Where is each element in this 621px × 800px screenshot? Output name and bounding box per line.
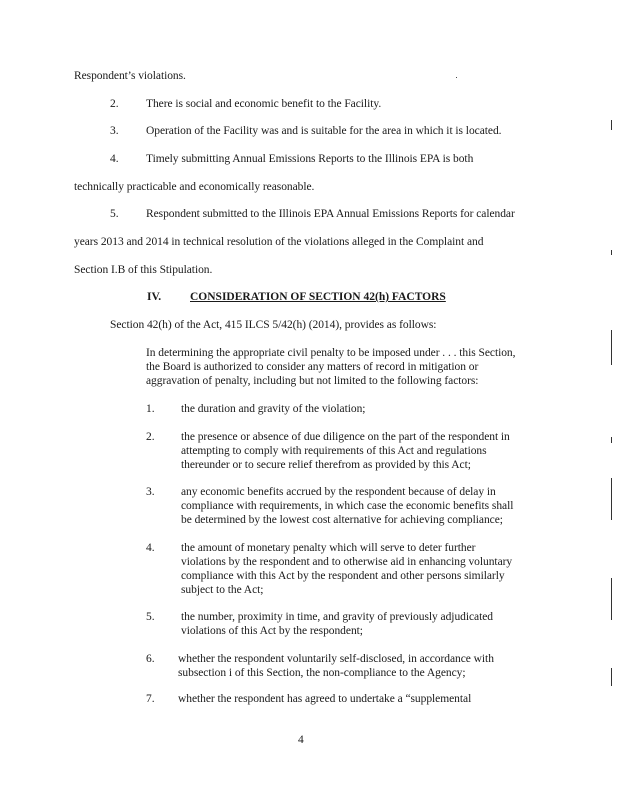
scan-artifact — [611, 330, 612, 365]
factor-line: the amount of monetary penalty which will serve to deter further — [181, 542, 476, 554]
item-text: Timely submitting Annual Emissions Reports to the Illinois EPA is both — [146, 153, 474, 165]
factor-number: 4. — [146, 542, 155, 554]
scan-artifact — [611, 478, 612, 520]
factor-line: subsection i of this Section, the non-compliance to the Agency; — [178, 667, 466, 679]
scan-artifact — [611, 120, 612, 130]
factor-line: compliance with requirements, in which case the economic benefits shall — [181, 500, 514, 512]
factor-number: 1. — [146, 403, 155, 415]
item-text: Operation of the Facility was and is suitable for the area in which it is located. — [146, 125, 502, 137]
scan-artifact — [611, 668, 612, 686]
factor-number: 6. — [146, 653, 155, 665]
scan-artifact — [611, 578, 612, 620]
item-number: 4. — [110, 153, 119, 165]
factor-line: be determined by the lowest cost alternative for achieving compliance; — [181, 514, 503, 526]
factor-number: 7. — [146, 693, 155, 705]
factor-line: violations by the respondent and to otherwise aid in enhancing voluntary — [181, 556, 513, 568]
factor-line: attempting to comply with requirements of this Act and regulations — [181, 445, 487, 457]
item-text: Respondent submitted to the Illinois EPA Annual Emissions Reports for calendar — [146, 208, 515, 220]
scan-artifact — [456, 77, 457, 78]
section-title — [190, 291, 446, 303]
quote-line: In determining the appropriate civil penalty to be imposed under . . . this Section, — [146, 347, 516, 359]
factor-number: 2. — [146, 431, 155, 443]
factor-line: whether the respondent voluntarily self-disclosed, in accordance with — [178, 653, 494, 665]
factor-line: any economic benefits accrued by the respondent because of delay in — [181, 486, 496, 498]
item-text: There is social and economic benefit to the Facility. — [146, 98, 382, 110]
item-text: Section I.B of this Stipulation. — [74, 264, 213, 276]
scan-artifact — [611, 437, 612, 443]
factor-line: thereunder or to secure relief therefrom as provided by this Act; — [181, 459, 471, 471]
factor-number: 3. — [146, 486, 155, 498]
page-number: 4 — [298, 734, 304, 746]
factor-line: the duration and gravity of the violation; — [181, 403, 366, 415]
item-text: years 2013 and 2014 in technical resolution of the violations alleged in the Complaint and — [74, 236, 484, 248]
item-continuation: technically practicable and economically reasonable. — [74, 181, 315, 193]
factor-line: subject to the Act; — [181, 584, 264, 596]
section-title-text: CONSIDERATION OF SECTION 42(h) FACTORS — [190, 291, 446, 303]
factor-line: whether the respondent has agreed to undertake a “supplemental — [178, 693, 472, 705]
section-intro: Section 42(h) of the Act, 415 ILCS 5/42(h) (2014), provides as follows: — [110, 319, 437, 331]
section-number: IV. — [147, 291, 162, 303]
factor-line: violations of this Act by the respondent; — [181, 625, 363, 637]
item-number: 3. — [110, 125, 119, 137]
top-line: Respondent’s violations. — [74, 70, 186, 82]
factor-line: the number, proximity in time, and gravity of previously adjudicated — [181, 611, 493, 623]
quote-line: the Board is authorized to consider any matters of record in mitigation or — [146, 361, 479, 373]
factor-line: the presence or absence of due diligence on the part of the respondent in — [181, 431, 510, 443]
quote-line: aggravation of penalty, including but not limited to the following factors: — [146, 375, 479, 387]
item-number: 2. — [110, 98, 119, 110]
factor-number: 5. — [146, 611, 155, 623]
item-number: 5. — [110, 208, 119, 220]
scan-artifact — [611, 250, 612, 255]
factor-line: compliance with this Act by the respondent and other persons similarly — [181, 570, 505, 582]
